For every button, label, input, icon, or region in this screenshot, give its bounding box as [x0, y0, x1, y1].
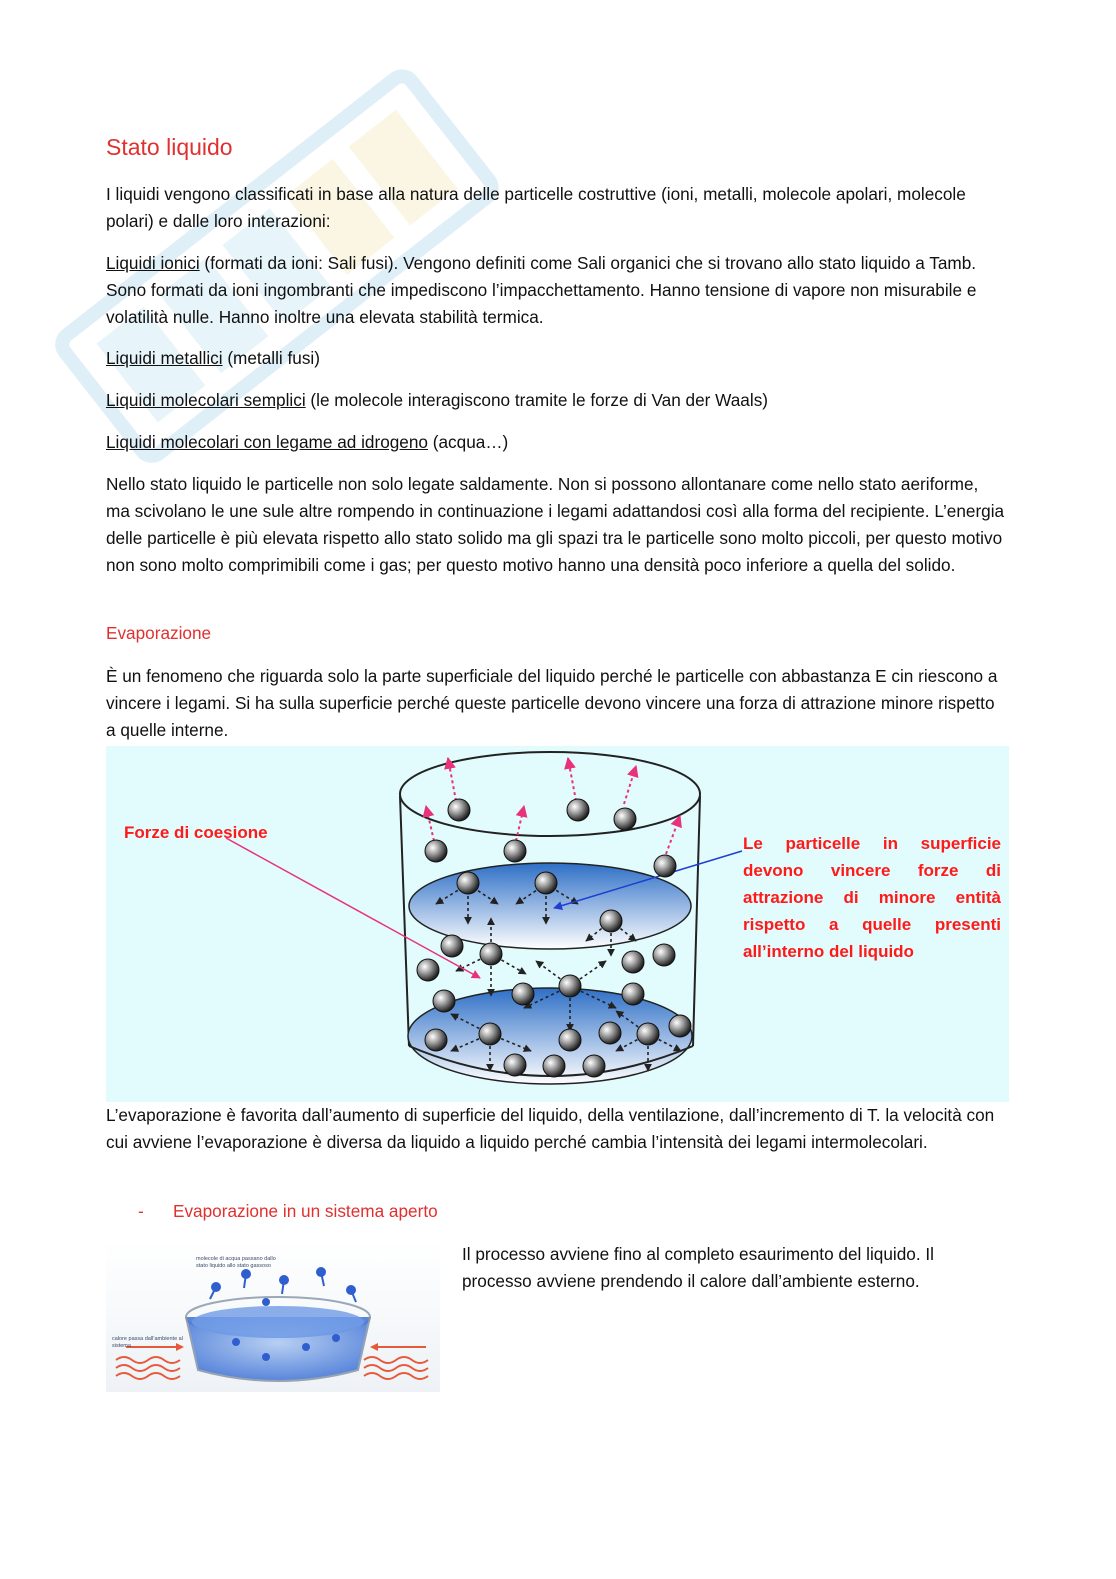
- surface-label-line: rispetto a quelle presenti: [743, 915, 1001, 934]
- surface-label-line: all’interno del liquido: [743, 942, 914, 961]
- liquid-type-molecular: [106, 387, 1006, 414]
- open-system-figure: [106, 1242, 440, 1392]
- surface-label-line: Le particelle in superficie: [743, 834, 1001, 853]
- bullet-dash: -: [138, 1201, 144, 1221]
- desc-ionic: (formati da ioni: Sali fusi). Vengono definiti come Sali organici che si trovano allo stato liquido a Tamb. Sono formati da ioni ingombranti che impediscono l’impacchettamento. Hanno tensione di vapore non misurabile e volatilità nulle. Hanno inoltre una elevata stabilità termica.: [106, 253, 977, 327]
- surface-label-line: devono vincere forze di: [743, 861, 1001, 880]
- open-system-paragraph: Il processo avviene fino al completo esaurimento del liquido. Il processo avviene prendendo il calore dall’ambiente esterno.: [462, 1244, 934, 1291]
- term-molecular: Liquidi molecolari semplici: [106, 390, 306, 410]
- subsection-heading-open-system: Evaporazione in un sistema aperto: [173, 1201, 438, 1221]
- term-ionic: Liquidi ionici: [106, 253, 200, 273]
- section-heading-evaporation: Evaporazione: [106, 623, 212, 643]
- page-title: Stato liquido: [106, 134, 233, 160]
- term-metallic: Liquidi metallici: [106, 348, 223, 368]
- desc-hydrogen: (acqua…): [428, 432, 509, 452]
- term-hydrogen: Liquidi molecolari con legame ad idrogeno: [106, 432, 428, 452]
- cohesion-forces-figure: [106, 746, 1009, 1102]
- after-figure-paragraph: L’evaporazione è favorita dall’aumento di superficie del liquido, della ventilazione, dall’incremento di T. la velocità con cui avviene l’evaporazione è diversa da liquido a liquido perché cambia l’intensità dei legami intermolecolari.: [106, 1105, 995, 1152]
- open-dish-left-label: calore passa dall’ambiente al sistema: [112, 1336, 183, 1349]
- liquid-type-hydrogen: [106, 429, 1006, 456]
- evaporation-paragraph: È un fenomeno che riguarda solo la parte superficiale del liquido perché le particelle con abbastanza E cin riescono a vincere i legami. Si ha sulla superficie perché queste particelle devono vincere una forza di attrazione minore rispetto a quelle interne.: [106, 666, 998, 740]
- liquid-type-ionic: [106, 250, 1006, 331]
- cohesion-forces-label: Forze di coesione: [124, 823, 268, 842]
- surface-particles-label: [743, 830, 1001, 965]
- desc-molecular: (le molecole interagiscono tramite le forze di Van der Waals): [305, 390, 769, 410]
- state-paragraph: Nello stato liquido le particelle non solo legate saldamente. Non si possono allontanare come nello stato aeriforme, ma scivolano le une sule altre rompendo in continuazione i legami adattandosi così alla forma del recipiente. L’energia delle particelle è più elevata rispetto allo stato solido ma gli spazi tra le particelle sono molto piccoli, per questo motivo non sono molto comprimibili come i gas; per questo motivo hanno una densità poco inferiore a quella del solido.: [106, 474, 1005, 575]
- liquid-type-metallic: [106, 345, 1006, 372]
- open-dish-top-label: molecole di acqua passano dallo stato liquido allo stato gassoso: [196, 1256, 276, 1269]
- surface-label-line: attrazione di minore entità: [743, 888, 1001, 907]
- desc-metallic: (metalli fusi): [222, 348, 320, 368]
- intro-paragraph: I liquidi vengono classificati in base alla natura delle particelle costruttive (ioni, metalli, molecole apolari, molecole polari) e dalle loro interazioni:: [106, 184, 966, 231]
